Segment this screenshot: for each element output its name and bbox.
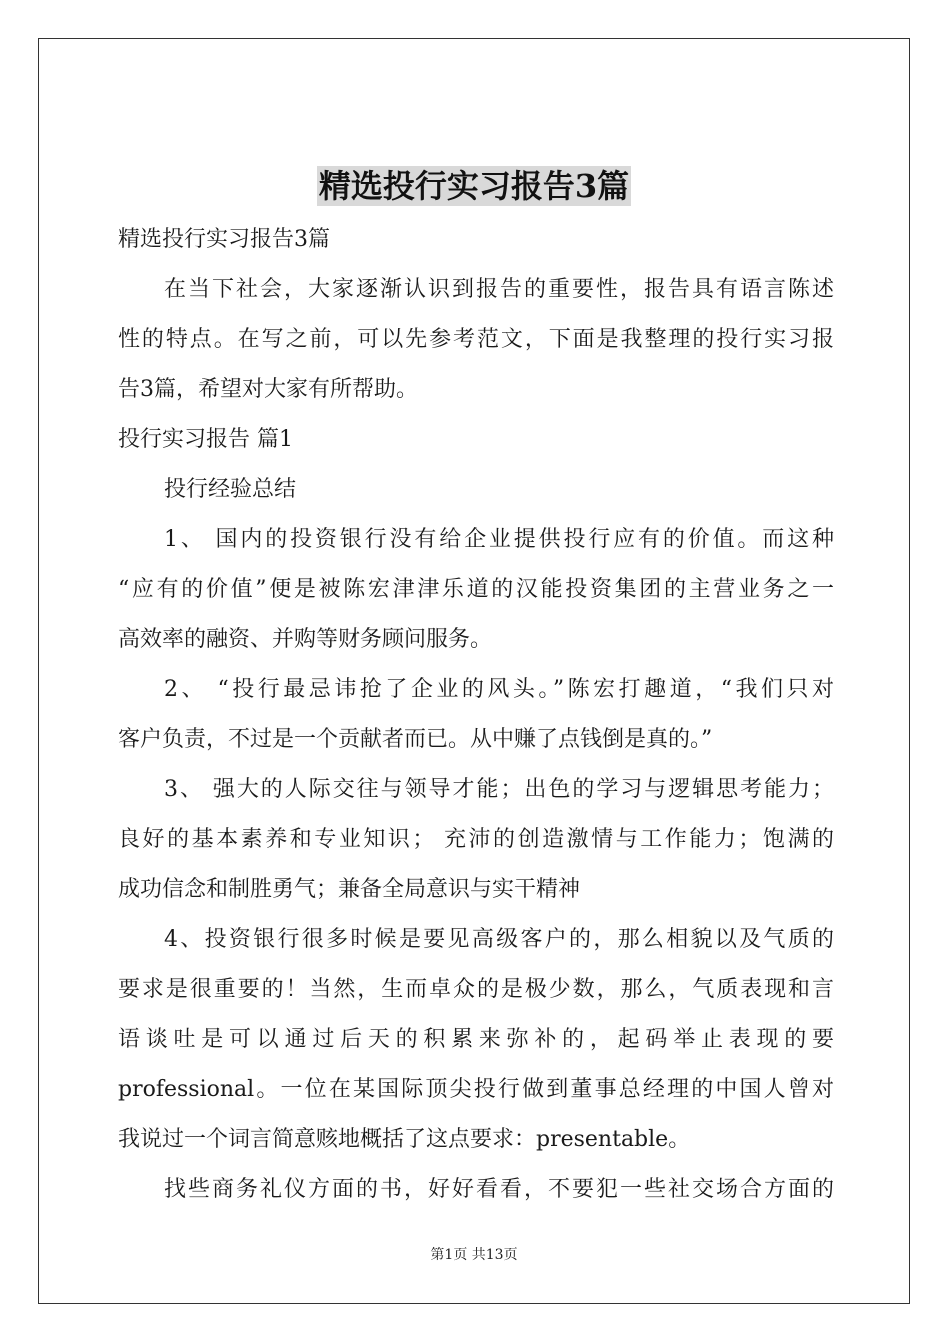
paragraph-line: 成功信念和制胜勇气；兼备全局意识与实干精神	[118, 877, 581, 902]
document-title: 精选投行实习报告3篇	[318, 167, 630, 205]
page-footer	[39, 1245, 909, 1265]
paragraph-line: 性的特点。在写之前，可以先参考范文，下面是我整理的投行实习报	[118, 327, 834, 352]
paragraph-line: 找些商务礼仪方面的书，好好看看，不要犯一些社交场合方面的	[164, 1177, 834, 1202]
paragraph-line: 告3篇，希望对大家有所帮助。	[118, 377, 418, 402]
title-container	[39, 166, 909, 206]
paragraph-line: 语谈吐是可以通过后天的积累来弥补的，起码举止表现的要	[118, 1027, 834, 1052]
paragraph-line: professional。一位在某国际顶尖投行做到董事总经理的中国人曾对	[118, 1077, 834, 1102]
paragraph-line: 客户负责，不过是一个贡献者而已。从中赚了点钱倒是真的。”	[118, 727, 713, 752]
paragraph-line: 在当下社会，大家逐渐认识到报告的重要性，报告具有语言陈述	[164, 277, 834, 302]
page-number: 第1页 共13页	[430, 1247, 518, 1263]
section-heading: 投行实习报告 篇1	[118, 427, 293, 452]
paragraph-line: 2、 “投行最忌讳抢了企业的风头。”陈宏打趣道，“我们只对	[164, 677, 834, 702]
paragraph-line: 我说过一个词言简意赅地概括了这点要求：presentable。	[118, 1127, 691, 1152]
paragraph-line: 高效率的融资、并购等财务顾问服务。	[118, 627, 493, 652]
paragraph-line: 3、 强大的人际交往与领导才能；出色的学习与逻辑思考能力；	[164, 777, 834, 802]
document-page	[38, 38, 910, 1304]
paragraph-line: 良好的基本素养和专业知识； 充沛的创造激情与工作能力；饱满的	[118, 827, 834, 852]
paragraph-line: 要求是很重要的！当然，生而卓众的是极少数，那么，气质表现和言	[118, 977, 834, 1002]
subsection-heading: 投行经验总结	[164, 477, 297, 502]
subtitle-line: 精选投行实习报告3篇	[118, 227, 330, 252]
paragraph-line: 1、 国内的投资银行没有给企业提供投行应有的价值。而这种	[164, 527, 834, 552]
paragraph-line: 4、投资银行很多时候是要见高级客户的，那么相貌以及气质的	[164, 927, 834, 952]
document-body	[118, 215, 834, 1215]
paragraph-line: “应有的价值”便是被陈宏津津乐道的汉能投资集团的主营业务之一	[118, 577, 834, 602]
